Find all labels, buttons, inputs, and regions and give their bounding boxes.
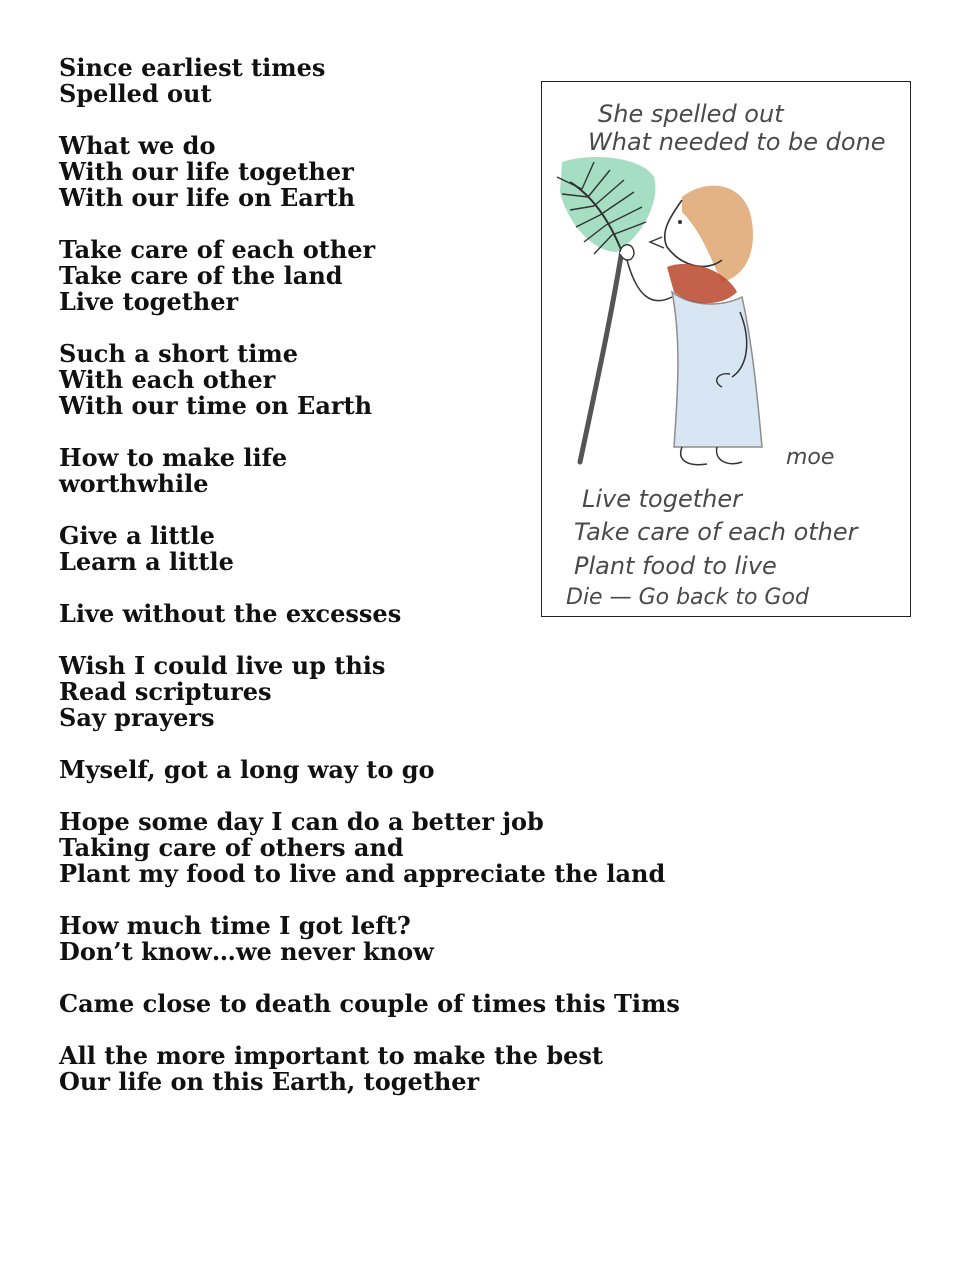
poem-line: Learn a little: [59, 547, 234, 576]
caption-line: She spelled out: [598, 100, 784, 128]
stanza: [59, 913, 859, 965]
stanza: [59, 757, 859, 783]
poem-line: Live together: [59, 287, 239, 316]
artist-signature: moe: [786, 445, 835, 470]
poem-line: Give a little: [59, 521, 215, 550]
stanza: [59, 653, 859, 731]
poem-line: With our time on Earth: [59, 391, 373, 420]
poem-line: Came close to death couple of times this Tims: [59, 989, 680, 1018]
note-line: Live together: [582, 485, 742, 513]
note-line: Plant food to live: [574, 552, 777, 580]
poem-line: With our life together: [59, 157, 354, 186]
stanza: [59, 809, 859, 887]
poem-line: All the more important to make the best: [59, 1041, 603, 1070]
poem-line: Spelled out: [59, 79, 212, 108]
poem-line: With our life on Earth: [59, 183, 356, 212]
note-line: Die — Go back to God: [566, 585, 809, 610]
poem-line: How much time I got left?: [59, 911, 411, 940]
palm-leaf-icon: [557, 157, 655, 254]
poem-line: With each other: [59, 365, 276, 394]
poem-line: Such a short time: [59, 339, 299, 368]
poem-line: Read scriptures: [59, 677, 272, 706]
poem-line: Taking care of others and: [59, 833, 404, 862]
poem-line: How to make life: [59, 443, 288, 472]
feet: [681, 447, 742, 465]
stanza: [59, 991, 859, 1017]
staff-icon: [580, 250, 622, 462]
poem-line: Say prayers: [59, 703, 215, 732]
poem-line: What we do: [59, 131, 216, 160]
robe: [672, 292, 762, 447]
poem-line: Our life on this Earth, together: [59, 1067, 480, 1096]
note-line: Take care of each other: [574, 518, 858, 546]
poem-line: Take care of each other: [59, 235, 376, 264]
stanza: [59, 1043, 859, 1095]
poem-line: Hope some day I can do a better job: [59, 807, 544, 836]
poem-line: Since earliest times: [59, 53, 326, 82]
poem-line: Take care of the land: [59, 261, 343, 290]
poem-line: Myself, got a long way to go: [59, 755, 435, 784]
poem-line: Plant my food to live and appreciate the land: [59, 859, 666, 888]
poem-line: Wish I could live up this: [59, 651, 386, 680]
poem-line: worthwhile: [59, 469, 209, 498]
drawing-of-woman-with-palm-branch: [542, 82, 910, 616]
caption-line: What needed to be done: [588, 128, 886, 156]
poem-line: Don’t know…we never know: [59, 937, 434, 966]
poem-line: Live without the excesses: [59, 599, 402, 628]
illustration-card: [541, 81, 911, 617]
